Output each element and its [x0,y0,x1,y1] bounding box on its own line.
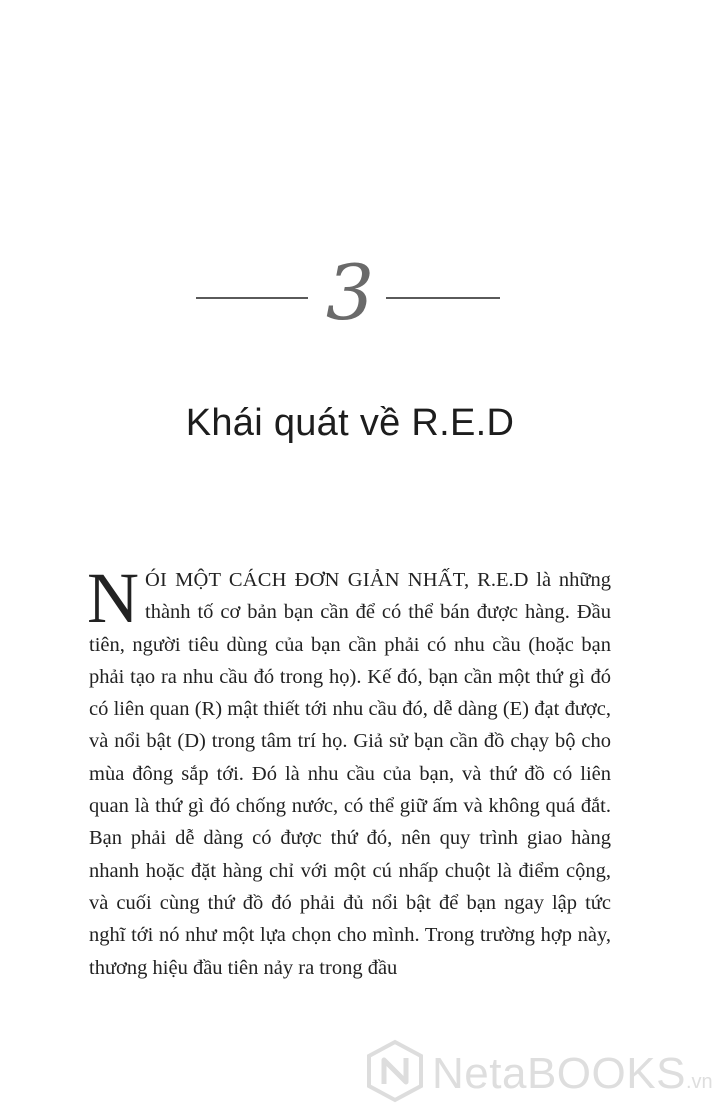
watermark-suffix: .vn [685,1071,713,1093]
chapter-rule-left [196,297,308,299]
chapter-marker [0,248,700,338]
drop-cap: N [87,558,139,638]
chapter-title: Khái quát về R.E.D [185,402,515,444]
lead-smallcaps: ÓI MỘT CÁCH ĐƠN GIẢN NHẤT, [145,569,470,591]
body-paragraph [87,558,612,984]
netabooks-logo-icon [364,1040,426,1102]
watermark-text [432,1050,713,1106]
watermark [364,1040,713,1110]
watermark-brand: NetaBOOKS [432,1049,686,1098]
chapter-rule-right [386,297,500,299]
paragraph-text: R.E.D là những thành tố cơ bản bạn cần để có thể bán được hàng. Đầu tiên, người tiêu dùng của bạn cần phải có nhu cầu (hoặc bạn phải tạo ra nhu cầu đó trong họ). Kế đó, bạn cần một thứ gì đó có liên quan (R) mật thiết tới nhu cầu đó, dễ dàng (E) đạt được, và nổi bật (D) trong tâm trí họ. Giả sử bạn cần đồ chạy bộ cho mùa đông sắp tới. Đó là nhu cầu của bạn, và thứ đồ có liên quan là thứ gì đó chống nước, có thể giữ ấm và không quá đắt. Bạn phải dễ dàng có được thứ đó, nên quy trình giao hàng nhanh hoặc đặt hàng chỉ với một cú nhấp chuột là điểm cộng, và cuối cùng thứ đồ đó phải đủ nổi bật để bạn ngay lập tức nghĩ tới nó như một lựa chọn cho mình. Trong trường hợp này, thương hiệu đầu tiên nảy ra trong đầu [89,569,612,979]
chapter-number: 3 [325,248,375,337]
